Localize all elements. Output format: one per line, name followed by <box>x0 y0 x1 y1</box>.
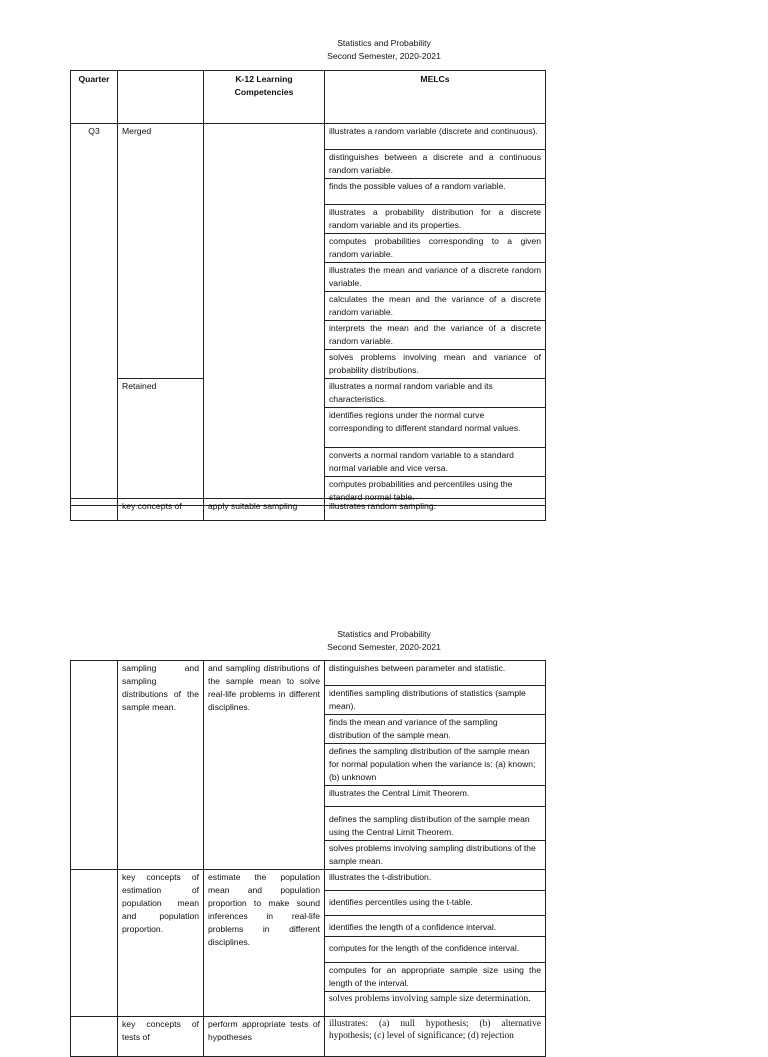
melc-item: illustrates the t-distribution. <box>325 870 546 891</box>
melc-item: computes for the length of the confidence interval. <box>325 937 546 963</box>
melc-item: solves problems involving mean and variance of probability distributions. <box>325 350 546 379</box>
melc-item: computes probabilities corresponding to a given random variable. <box>325 234 546 263</box>
melc-item: identifies the length of a confidence interval. <box>325 916 546 937</box>
table-row <box>71 1017 546 1057</box>
concept-cell: sampling and sampling distributions of the sample mean. <box>118 661 204 870</box>
header-melcs: MELCs <box>325 71 546 124</box>
competency-cell <box>204 124 325 506</box>
melc-item: solves problems involving sample size determination. <box>325 992 546 1017</box>
header-blank <box>118 71 204 124</box>
melc-item: computes for an appropriate sample size using the length of the interval. <box>325 963 546 992</box>
melc-item: identifies percentiles using the t-table. <box>325 891 546 916</box>
melc-item: defines the sampling distribution of the sample mean using the Central Limit Theorem. <box>325 807 546 841</box>
melc-item: solves problems involving sampling distributions of the sample mean. <box>325 841 546 870</box>
melc-item: illustrates random sampling. <box>325 499 546 521</box>
competency-cell: estimate the population mean and population proportion to make sound inferences in real-life problems in different disciplines. <box>204 870 325 1017</box>
melc-item: illustrates the Central Limit Theorem. <box>325 786 546 807</box>
page2-competency-table <box>70 660 546 1057</box>
concept-cell: key concepts of <box>118 499 204 521</box>
melc-item: finds the possible values of a random variable. <box>325 179 546 205</box>
melc-item: interprets the mean and the variance of a discrete random variable. <box>325 321 546 350</box>
melc-item: illustrates: (a) null hypothesis; (b) alternative hypothesis; (c) level of significance; (d) rejection <box>325 1017 546 1057</box>
page1-continuation-table <box>70 498 546 521</box>
melc-item: illustrates a random variable (discrete and continuous). <box>325 124 546 150</box>
table-row <box>71 499 546 521</box>
melc-item: identifies regions under the normal curve corresponding to different standard normal values. <box>325 408 546 448</box>
quarter-cell <box>71 661 118 870</box>
concept-cell: key concepts of estimation of population mean and population proportion. <box>118 870 204 1017</box>
group-retained: Retained <box>118 379 204 506</box>
melc-item: computes probabilities and percentiles using the standard normal table. <box>325 477 546 506</box>
competency-cell: perform appropriate tests of hypotheses <box>204 1017 325 1057</box>
quarter-cell <box>71 1017 118 1057</box>
group-merged: Merged <box>118 124 204 379</box>
competency-cell: apply suitable sampling <box>204 499 325 521</box>
melc-item: illustrates the mean and variance of a discrete random variable. <box>325 263 546 292</box>
melc-item: defines the sampling distribution of the sample mean for normal population when the variance is: (a) known; (b) unknown <box>325 744 546 786</box>
table-row <box>71 124 546 150</box>
melc-item: illustrates a normal random variable and its characteristics. <box>325 379 546 408</box>
melc-item: finds the mean and variance of the sampling distribution of the sample mean. <box>325 715 546 744</box>
table-row <box>71 661 546 686</box>
quarter-cell <box>71 870 118 1017</box>
melc-item: illustrates a probability distribution for a discrete random variable and its properties. <box>325 205 546 234</box>
page1-subtitle: Second Semester, 2020-2021 <box>327 51 441 61</box>
page2-subtitle: Second Semester, 2020-2021 <box>327 642 441 652</box>
competency-cell: and sampling distributions of the sample mean to solve real-life problems in different disciplines. <box>204 661 325 870</box>
melc-item: distinguishes between parameter and statistic. <box>325 661 546 686</box>
quarter-cell <box>71 499 118 521</box>
page1-title: Statistics and Probability <box>337 38 431 48</box>
page1-competency-table <box>70 70 546 506</box>
table-row <box>71 870 546 891</box>
melc-item: calculates the mean and the variance of a discrete random variable. <box>325 292 546 321</box>
header-k12-competencies: K-12 Learning Competencies <box>204 71 325 124</box>
table-header-row <box>71 71 546 124</box>
melc-item: identifies sampling distributions of statistics (sample mean). <box>325 686 546 715</box>
melc-item: converts a normal random variable to a standard normal variable and vice versa. <box>325 448 546 477</box>
quarter-cell: Q3 <box>71 124 118 506</box>
header-quarter: Quarter <box>71 71 118 124</box>
page2-title: Statistics and Probability <box>337 629 431 639</box>
concept-cell: key concepts of tests of <box>118 1017 204 1057</box>
melc-item: distinguishes between a discrete and a continuous random variable. <box>325 150 546 179</box>
